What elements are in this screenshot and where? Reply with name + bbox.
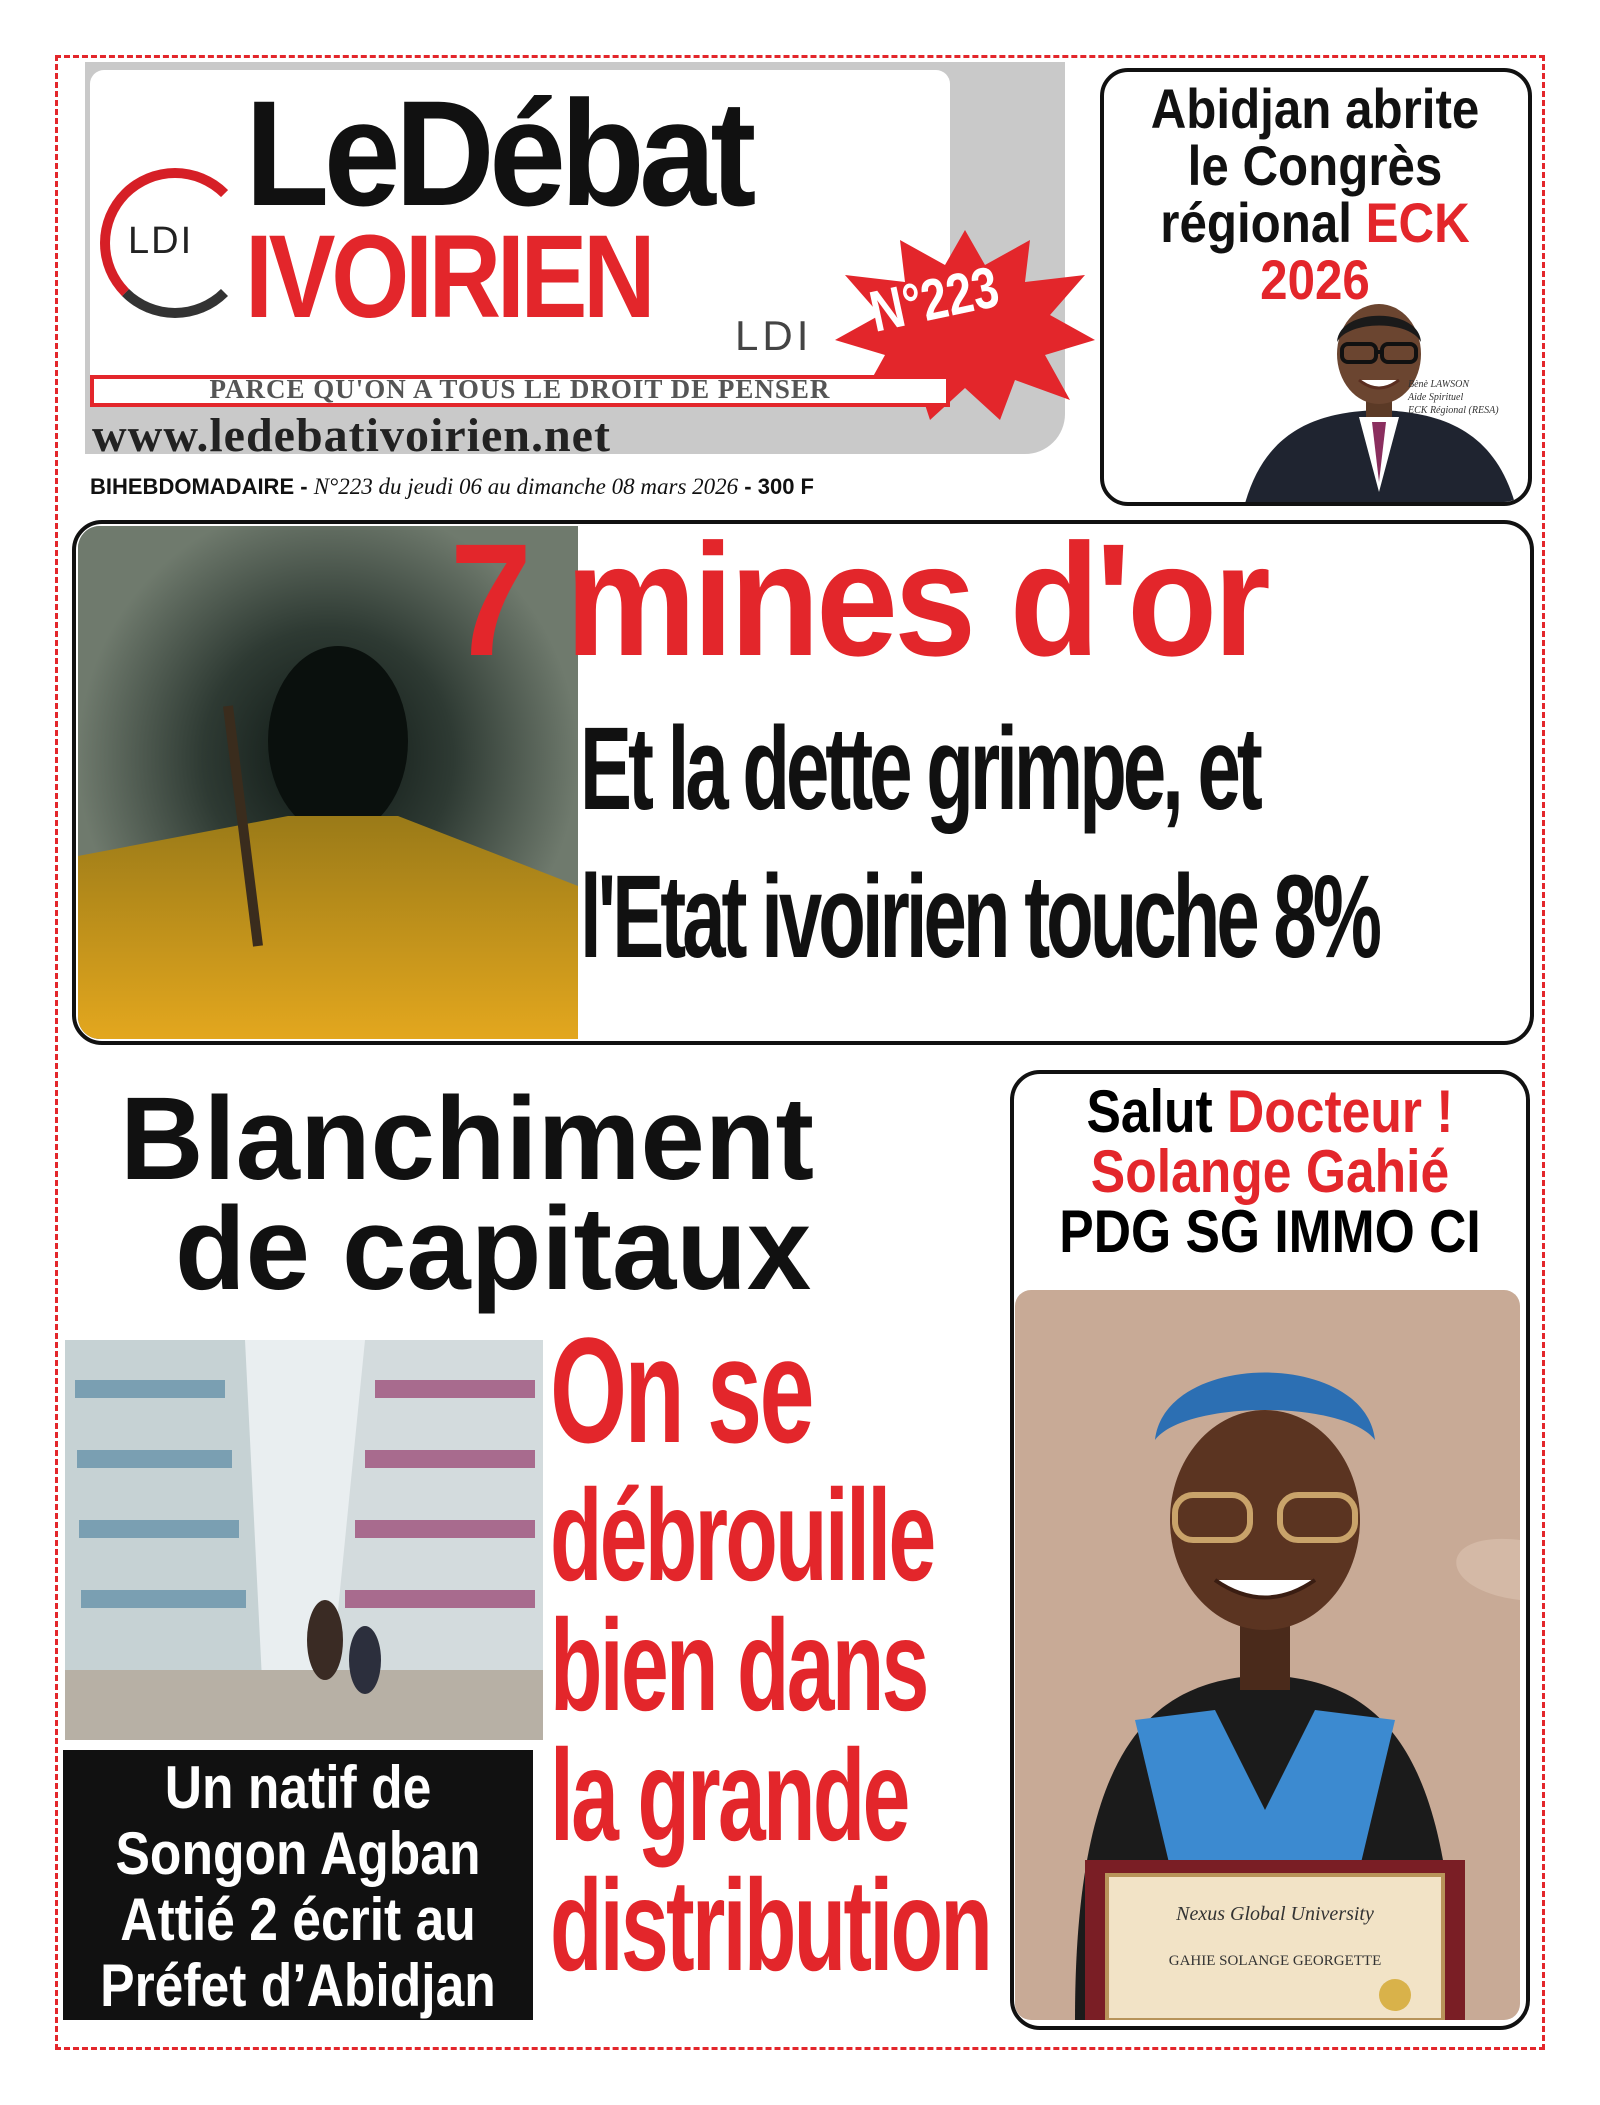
natif-line1: Un natif de (164, 1754, 432, 1821)
store-aisle-photo (65, 1340, 543, 1740)
eck-line1: Abidjan abrite (1150, 77, 1480, 140)
docteur-name: Solange Gahié (1090, 1138, 1450, 1205)
diploma-name: GAHIE SOLANGE GEORGETTE (1168, 1953, 1382, 1969)
salut-label: Salut (1086, 1078, 1213, 1145)
graduate-photo (1015, 1290, 1520, 2020)
red-headline-3: bien dans (550, 1592, 927, 1738)
masthead-title-line1: LeDébat (245, 69, 751, 237)
eck-headline (1130, 77, 1500, 312)
frequency: BIHEBDOMADAIRE (90, 474, 295, 499)
red-headline-4: la grande (550, 1722, 908, 1868)
issue-line: BIHEBDOMADAIRE - N°223 du jeudi 06 au dimanche 08 mars 2026 - 300 F (90, 474, 814, 499)
eck-line3b: ECK 2026 (1260, 191, 1470, 312)
eck-line3a: régional (1160, 191, 1352, 255)
caption-role2: ECK Régional (RESA) (1408, 405, 1499, 416)
logo-mark: LDI (128, 220, 194, 262)
blanchiment-headline-1: Blanchiment (120, 1073, 814, 1205)
natif-line3: Attié 2 écrit au (120, 1886, 476, 1953)
natif-text (96, 1755, 500, 2019)
gold-subheadline-1: Et la dette grimpe, et (580, 703, 1259, 835)
price: 300 F (757, 474, 814, 499)
website-link[interactable]: www.ledebativoirien.net (92, 409, 611, 462)
title-mark: LDI (735, 312, 813, 359)
blanchiment-headline-2: de capitaux (175, 1183, 812, 1315)
red-headline-2: débrouille (550, 1462, 934, 1608)
docteur-label: Docteur ! (1227, 1078, 1454, 1145)
portrait-caption (1408, 378, 1499, 417)
diploma-school: Nexus Global University (1176, 1903, 1374, 1925)
eck-line2: le Congrès (1187, 134, 1443, 198)
issue-detail: N°223 du jeudi 06 au dimanche 08 mars 2026 (313, 474, 739, 499)
issue-badge: N°223 (864, 254, 1005, 345)
red-headline-5: distribution (550, 1852, 991, 1998)
gold-headline: 7 mines d'or (450, 510, 1268, 689)
caption-name: Bènè LAWSON (1408, 379, 1470, 390)
natif-line4: Préfet d’Abidjan (100, 1952, 496, 2019)
gold-subheadline-2: l'Etat ivoirien touche 8% (580, 851, 1379, 983)
docteur-title: PDG SG IMMO CI (1059, 1198, 1481, 1265)
docteur-headline (1051, 1078, 1490, 1265)
masthead-title-line2: IVOIRIEN (245, 211, 652, 343)
red-headline-1: On se (550, 1306, 812, 1474)
slogan: PARCE QU'ON A TOUS LE DROIT DE PENSER (209, 374, 831, 404)
natif-line2: Songon Agban (115, 1820, 481, 1887)
caption-role1: Aide Spirituel (1408, 392, 1464, 403)
